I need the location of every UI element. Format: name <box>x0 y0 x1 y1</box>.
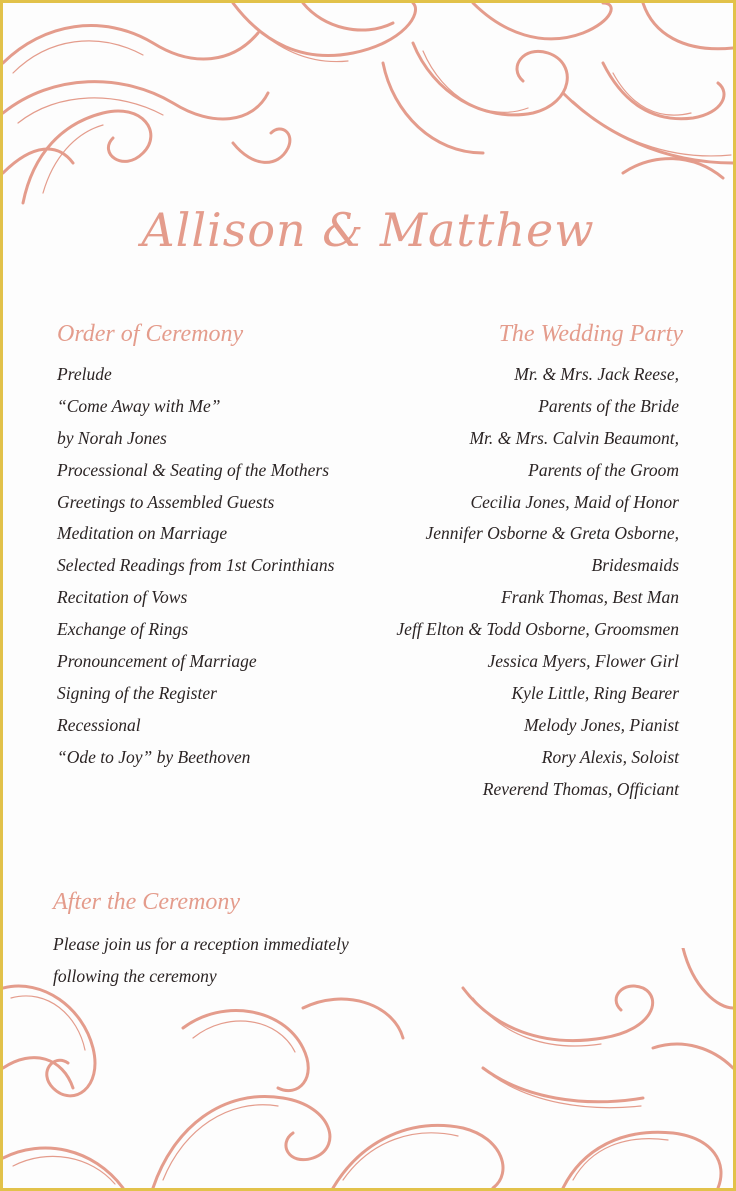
list-item: Parents of the Bride <box>538 395 679 416</box>
list-item: Selected Readings from 1st Corinthians <box>57 555 335 576</box>
order-of-ceremony-heading: Order of Ceremony <box>57 321 244 347</box>
list-item: “Ode to Joy” by Beethoven <box>57 746 251 767</box>
list-item: Reverend Thomas, Officiant <box>482 778 679 799</box>
top-floral-ornament <box>3 3 733 233</box>
bottom-floral-ornament <box>3 948 733 1188</box>
list-item: Mr. & Mrs. Calvin Beaumont, <box>469 427 679 448</box>
list-item: Bridesmaids <box>591 555 679 576</box>
wedding-party-heading: The Wedding Party <box>498 321 683 347</box>
list-item: Frank Thomas, Best Man <box>501 587 679 608</box>
list-item: Pronouncement of Marriage <box>57 651 257 672</box>
list-item: Rory Alexis, Soloist <box>541 746 679 767</box>
list-item: Recessional <box>57 714 141 735</box>
list-item: Recitation of Vows <box>57 587 188 608</box>
list-item: Prelude <box>57 364 112 384</box>
list-item: Jennifer Osborne & Greta Osborne, <box>425 523 679 544</box>
list-item: Processional & Seating of the Mothers <box>57 459 330 480</box>
list-item: Parents of the Groom <box>528 459 679 480</box>
list-item: by Norah Jones <box>57 427 167 448</box>
wedding-party-list <box>396 359 679 805</box>
couple-names: Allison & Matthew <box>141 203 595 257</box>
after-ceremony-line: Please join us for a reception immediately <box>53 934 349 954</box>
list-item: Signing of the Register <box>57 682 217 703</box>
list-item: Exchange of Rings <box>57 619 189 640</box>
bottom-scroll-icon <box>3 948 733 1188</box>
list-item: Melody Jones, Pianist <box>523 714 679 735</box>
list-item: “Come Away with Me” <box>57 395 221 416</box>
order-of-ceremony-list <box>57 359 334 774</box>
list-item: Cecilia Jones, Maid of Honor <box>470 491 679 512</box>
list-item: Mr. & Mrs. Jack Reese, <box>514 364 679 384</box>
list-item: Kyle Little, Ring Bearer <box>511 682 679 703</box>
list-item: Meditation on Marriage <box>57 523 228 544</box>
after-ceremony-line: following the ceremony <box>53 966 217 986</box>
list-item: Greetings to Assembled Guests <box>57 491 275 512</box>
after-ceremony-heading: After the Ceremony <box>53 889 241 915</box>
list-item: Jeff Elton & Todd Osborne, Groomsmen <box>396 619 679 640</box>
top-scroll-icon <box>3 3 733 233</box>
list-item: Jessica Myers, Flower Girl <box>487 651 679 672</box>
